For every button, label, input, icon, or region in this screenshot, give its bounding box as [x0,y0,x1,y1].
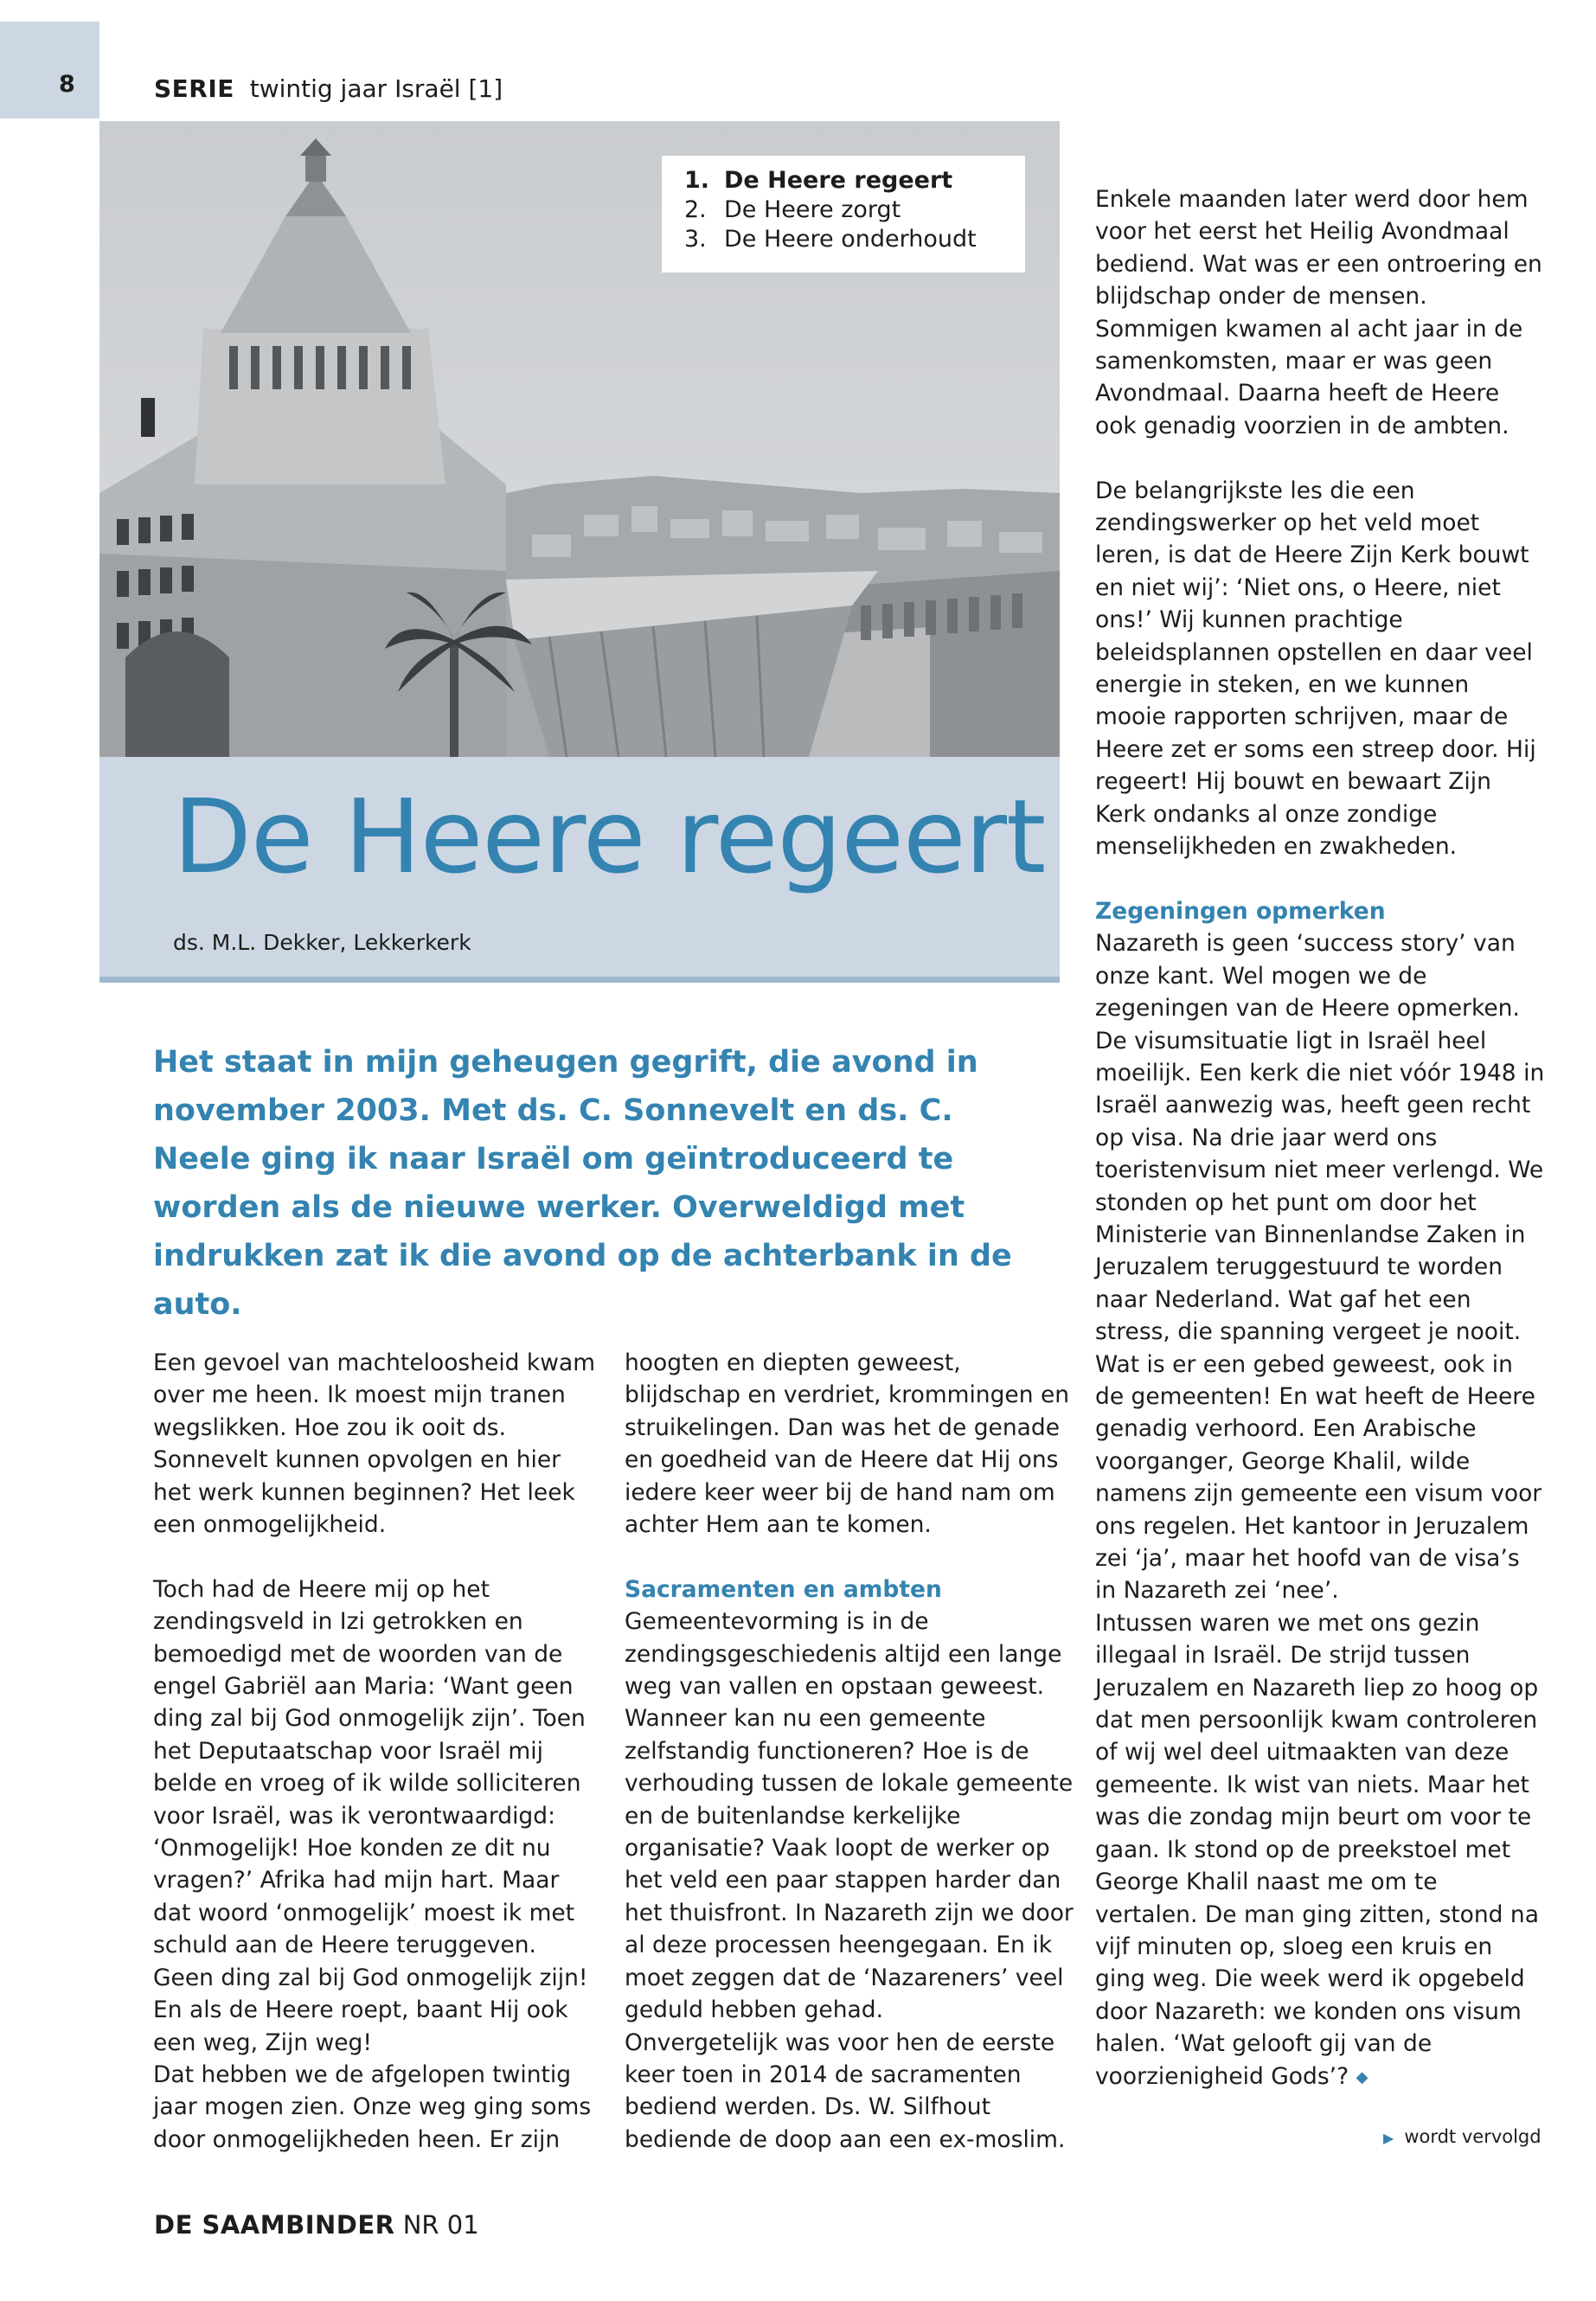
article-lead: Het staat in mijn geheugen gegrift, die avond in november 2003. Met ds. C. Sonnevelt en ds. C. Neele ging ik naar Israël om geïntroduceerd te worden als de nieuwe werker. Overweldigd met indrukken zat ik die avond op de achterbank in de auto. [153,1045,1012,1322]
paragraph: De belangrijkste les die een zendingswerker op het veld moet leren, is dat de Heere Zijn Kerk bouwt en niet wij’: ‘Niet ons, o Heere, niet ons!’ Wij kunnen prachtige beleidsplannen opstellen en daar veel energie in steken, en we kunnen mooie rapporten schrijven, maar de Heere zet er soms een streep door. Hij regeert! Hij bouwt en bewaart Zijn Kerk ondanks al onze zondige menselijkheden en zwakheden. [1095,477,1536,861]
paragraph: Nazareth is geen ‘success story’ van onze kant. Wel mogen we de zegeningen van de Heere opmerken. De visumsituatie ligt in Israël heel moeilijk. Een kerk die niet vóór 1948 in Israël aanwezig was, heeft geen recht op visa. Na drie jaar werd ons toeristenvisum niet meer verlengd. We stonden op het punt om door het Ministerie van Binnenlandse Zaken in Jeruzalem teruggestuurd te worden naar Nederland. Wat gaf het een stress, die spanning vergeet je nooit. Wat is er een gebed geweest, ook in de gemeenten! En wat heeft de Heere genadig verhoord. Een Arabische voorganger, George Khalil, wilde namens zijn gemeente een visum voor ons regelen. Het kantoor in Jeruzalem zei ‘ja’, maar het hoofd van de visa’s in Nazareth zei ‘nee’. [1095,930,1545,1605]
paragraph: Gemeentevorming is in de zendingsgeschiedenis altijd een lange weg van vallen en opstaan geweest. Wanneer kan nu een gemeente zelfstandig functioneren? Hoe is de verhouding tussen de lokale gemeente en de buitenlandse kerkelijke organisatie? Vaak loopt de werker op het veld een paar stappen harder dan het thuisfront. In Nazareth zijn we door al deze processen heengegaan. En ik moet zeggen dat de ‘Nazareners’ veel geduld hebben gehad. [625,1608,1074,2024]
paragraph: Onvergetelijk was voor hen de eerste keer toen in 2014 de sacramenten bediend werden. Ds. W. Silfhout bediende de doop aan een ex-moslim. [625,2029,1066,2153]
series-item-1: 1. De Heere regeert [684,167,953,194]
article-title: De Heere regeert [173,777,1046,896]
paragraph: Een gevoel van machteloosheid kwam over me heen. Ik moest mijn tranen wegslikken. Hoe zou ik ooit ds. Sonnevelt kunnen opvolgen en hier het werk kunnen beginnen? Het leek een onmogelijkheid. [153,1349,596,1539]
series-item-2: 2. De Heere zorgt [684,196,901,223]
issue-number: NR 01 [402,2210,479,2240]
paragraph: Enkele maanden later werd door hem voor het eerst het Heilig Avondmaal bediend. Wat was er een ontroering en blijdschap onder de mensen. Sommigen kwamen al acht jaar in de samenkomsten, maar er was geen Avondmaal. Daarna heeft de Heere ook genadig voorzien in de ambten. [1095,186,1542,439]
magazine-name: DE SAAMBINDER [154,2210,395,2240]
paragraph: Dat hebben we de afgelopen twintig jaar mogen zien. Onze weg ging soms door onmogelijkheden heen. Er zijn [153,2061,592,2153]
column-3 [1095,183,1545,2093]
series-header [154,74,503,103]
article-author: ds. M.L. Dekker, Lekkerkerk [173,930,471,955]
series-overview-box [662,156,1025,272]
column-2 [625,1347,1074,2156]
series-label: SERIE [154,74,234,103]
series-list [662,166,1025,254]
end-mark-icon: ◆ [1356,2067,1368,2086]
section-heading-sacramenten: Sacramenten en ambten [625,1575,942,1603]
continued-note: ▶ wordt vervolgd [1383,2126,1542,2147]
paragraph: Toch had de Heere mij op het zendingsveld in Izi getrokken en bemoedigd met de woorden van de engel Gabriël aan Maria: ‘Want geen ding zal bij God onmogelijk zijn’. Toen het Deputaatschap voor Israël mij belde en vroeg of ik wilde solliciteren voor Israël, was ik verontwaardigd: ‘Onmogelijk! Hoe konden ze dit nu vragen?’ Afrika had mijn hart. Maar dat woord ‘onmogelijk’ moest ik met schuld aan de Heere teruggeven. Geen ding zal bij God onmogelijk zijn! En als de Heere roept, baant Hij ook een weg, Zijn weg! [153,1575,588,2056]
page-tab [0,22,99,119]
series-item-3: 3. De Heere onderhoudt [684,226,977,253]
column-1 [153,1347,603,2156]
arrow-right-icon: ▶ [1383,2130,1394,2146]
hero-divider [99,977,1060,983]
footer [154,2210,479,2240]
page-number: 8 [59,71,75,98]
paragraph: hoogten en diepten geweest, blijdschap en verdriet, krommingen en struikelingen. Dan was het de genade en goedheid van de Heere dat Hij ons iedere keer weer bij de hand nam om achter Hem aan te komen. [625,1349,1070,1539]
series-title: twintig jaar Israël [1] [249,74,503,103]
section-heading-zegeningen: Zegeningen opmerken [1095,897,1386,925]
paragraph: Intussen waren we met ons gezin illegaal in Israël. De strijd tussen Jeruzalem en Nazareth liep zo hoog op dat men persoonlijk kwam controleren of wij wel deel uitmaakten van deze gemeente. Ik wist van niets. Maar het was die zondag mijn beurt om voor te gaan. Ik stond op de preekstoel met George Khalil naast me om te vertalen. De man ging zitten, stond na vijf minuten op, sloeg een kruis en ging weg. Die week werd ik opgebeld door Nazareth: we konden ons visum halen. ‘Wat gelooft gij van de voorzienigheid Gods’? ◆ [1095,1609,1539,2090]
